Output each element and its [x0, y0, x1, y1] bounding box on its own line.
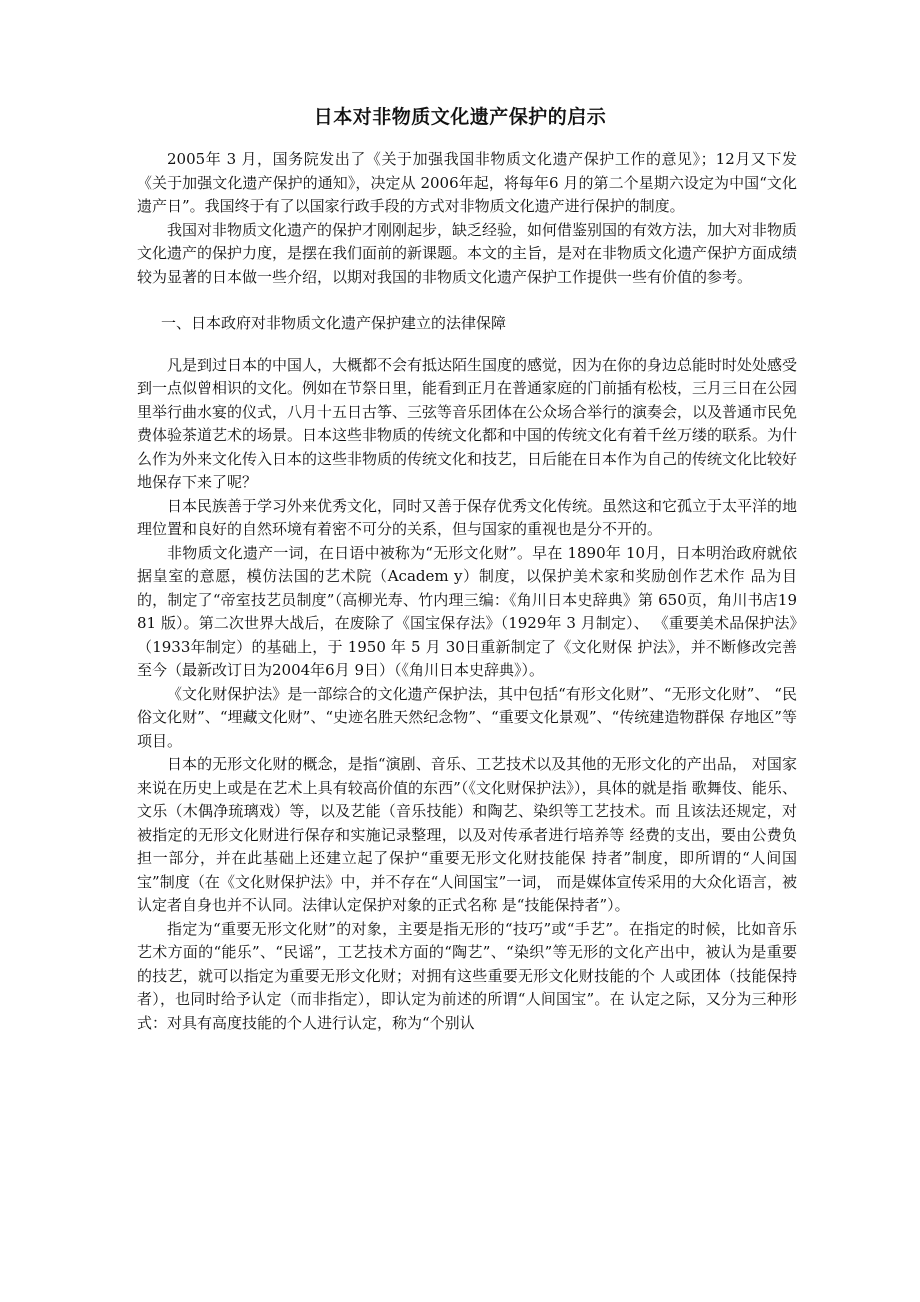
spacer: [137, 289, 797, 312]
section-heading: 一、日本政府对非物质文化遗产保护建立的法律保障: [161, 314, 507, 332]
paragraph: 我国对非物质文化遗产的保护才刚刚起步，缺乏经验，如何借鉴别国的有效方法，加大对非物质文化遗产的保护力度，是摆在我们面前的新课题。本文的主旨，是对在非物质文化遗产保护方面成绩较为显著的日本做一些介绍，以期对我国的非物质文化遗产保护工作提供一些有价值的参考。: [137, 220, 798, 286]
paragraph: 非物质文化遗产一词，在日语中被称为“无形文化财”。早在 1890年 10月，日本明治政府就依据皇室的意愿，模仿法国的艺术院（Academ y）制度，以保护美术家和奖励创作艺术作 品为目的，制定了“帝室技艺员制度”（高柳光寿、竹内理三编：《角川日本史辞典》第 650页，角川书店1981 版）。第二次世界大战后，在废除了《国宝保存法》（1929年 3 月制定）、 《重要美术品保护法》（1933年制定）的基础上，于 1950 年 5 月 30日重新制定了《文化财保 护法》，并不断修改完善至今（最新改订日为2004年6月 9日）（《角川日本史辞典》）。: [137, 543, 797, 679]
paragraph: 日本的无形文化财的概念，是指“演剧、音乐、工艺技术以及其他的无形文化的产出品， 对国家来说在历史上或是在艺术上具有较高价值的东西”（《文化财保护法》），具体的就是指 歌舞伎、能乐、文乐（木偶净琉璃戏）等，以及艺能（音乐技能）和陶艺、染织等工艺技术。而 且该法还规定，对被指定的无形文化财进行保存和实施记录整理，以及对传承者进行培养等 经费的支出，要由公费负担一部分，并在此基础上还建立起了保护“重要无形文化财技能保 持者”制度，即所谓的“人间国宝”制度（在《文化财保护法》中，并不存在“人间国宝”一词， 而是媒体宣传采用的大众化语言，被认定者自身也并不认同。法律认定保护对象的正式名称 是“技能保持者”）。: [137, 755, 797, 914]
document-title: 日本对非物质文化遗产保护的启示: [313, 106, 607, 128]
document-body: [137, 148, 797, 1035]
paragraph: 2005年 3 月，国务院发出了《关于加强我国非物质文化遗产保护工作的意见》；12月又下发《关于加强文化遗产保护的通知》，决定从 2006年起，将每年6 月的第二个星期六设定为中国“文化遗产日”。我国终于有了以国家行政手段的方式对非物质文化遗产进行保护的制度。: [137, 150, 797, 215]
spacer: [137, 336, 797, 354]
paragraph: 凡是到过日本的中国人，大概都不会有抵达陌生国度的感觉，因为在你的身边总能时时处处感受到一点似曾相识的文化。例如在节祭日里，能看到正月在普通家庭的门前插有松枝，三月三日在公园里举行曲水宴的仪式，八月十五日古筝、三弦等音乐团体在公众场合举行的演奏会，以及普通市民免费体验茶道艺术的场景。日本这些非物质的传统文化都和中国的传统文化有着千丝万缕的联系。为什么作为外来文化传入日本的这些非物质的传统文化和技艺，日后能在日本作为自己的传统文化比较好地保存下来了呢？: [137, 355, 798, 491]
paragraph: 指定为“重要无形文化财”的对象，主要是指无形的“技巧”或“手艺”。在指定的时候，比如音乐艺术方面的“能乐”、“民谣”，工艺技术方面的“陶艺”、“染织”等无形的文化产出中，被认为是重要的技艺，就可以指定为重要无形文化财；对拥有这些重要无形文化财技能的个 人或团体（技能保持者），也同时给予认定（而非指定），即认定为前述的所谓“人间国宝”。在 认定之际，又分为三种形式：对具有高度技能的个人进行认定，称为“个别认: [137, 919, 797, 1032]
paragraph: 《文化财保护法》是一部综合的文化遗产保护法，其中包括“有形文化财”、“无形文化财”、 “民俗文化财”、“埋藏文化财”、“史迹名胜天然纪念物”、“重要文化景观”、“传统建造物群保 存地区”等项目。: [137, 684, 797, 750]
paragraph: 日本民族善于学习外来优秀文化，同时又善于保存优秀文化传统。虽然这和它孤立于太平洋的地理位置和良好的自然环境有着密不可分的关系，但与国家的重视也是分不开的。: [137, 496, 798, 538]
